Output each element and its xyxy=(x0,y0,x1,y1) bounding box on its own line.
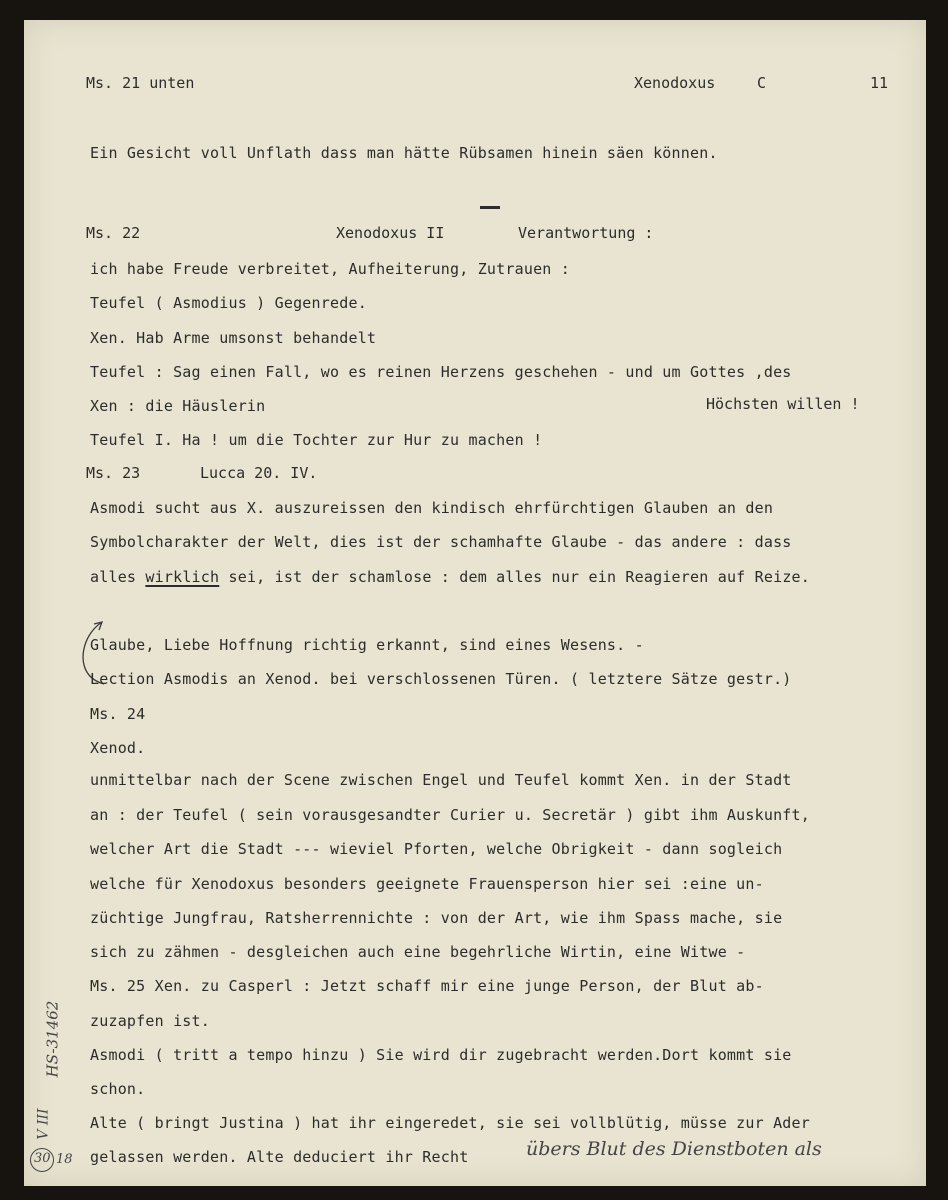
text-line: sich zu zähmen - desgleichen auch eine begehrliche Wirtin, eine Witwe - xyxy=(90,943,746,961)
archive-signature: HS-31462 xyxy=(43,1000,62,1078)
page-number: 11 xyxy=(870,74,889,92)
text-line: Glaube, Liebe Hoffnung richtig erkannt, sind eines Wesens. - xyxy=(90,636,644,654)
section-heading: Verantwortung : xyxy=(518,224,654,242)
archive-roman-numeral: V III xyxy=(35,1108,52,1140)
text-line: züchtige Jungfrau, Ratsherrennichte : von der Art, wie ihm Spass mache, sie xyxy=(90,909,783,927)
text-line: Symbolcharakter der Welt, dies ist der schamhafte Glaube - das andere : dass xyxy=(90,533,792,551)
underlined-word: wirklich xyxy=(145,568,220,586)
archive-circled-number xyxy=(30,1148,54,1172)
text-line: Teufel I. Ha ! um die Tochter zur Hur zu machen ! xyxy=(90,431,543,449)
text-line: an : der Teufel ( sein vorausgesandter Curier u. Secretär ) gibt ihm Auskunft, xyxy=(90,806,810,824)
header-ms-ref: Ms. 21 unten xyxy=(86,74,195,92)
text-line: Teufel : Sag einen Fall, wo es reinen Herzens geschehen - und um Gottes ,des xyxy=(90,363,792,381)
ms-ref: Ms. 23 xyxy=(86,464,141,482)
text-line: zuzapfen ist. xyxy=(90,1012,210,1030)
text-line: Xen : die Häuslerin xyxy=(90,397,266,415)
text-line: unmittelbar nach der Scene zwischen Engel und Teufel kommt Xen. in der Stadt xyxy=(90,771,792,789)
text-line: schon. xyxy=(90,1080,146,1098)
text-line: Asmodi ( tritt a tempo hinzu ) Sie wird dir zugebracht werden.Dort kommt sie xyxy=(90,1046,792,1064)
document-page xyxy=(24,20,926,1186)
text-line: Ms. 25 Xen. zu Casperl : Jetzt schaff mir eine junge Person, der Blut ab- xyxy=(90,977,764,995)
text-line: ich habe Freude verbreitet, Aufheiterung, Zutrauen : xyxy=(90,260,570,278)
text-line: gelassen werden. Alte deduciert ihr Recht xyxy=(90,1148,469,1166)
text-continuation: Höchsten willen ! xyxy=(706,395,860,413)
place-date: Lucca 20. IV. xyxy=(200,464,318,482)
archive-number: 18 xyxy=(56,1152,73,1167)
section-title: Xenodoxus II xyxy=(336,224,445,242)
text-line: Teufel ( Asmodius ) Gegenrede. xyxy=(90,294,367,312)
text-line: Alte ( bringt Justina ) hat ihr eingeredet, sie sei vollblütig, müsse zur Ader xyxy=(90,1114,810,1132)
text-line: Lection Asmodis an Xenod. bei verschlossenen Türen. ( letztere Sätze gestr.) xyxy=(90,670,792,688)
text-line: Xenod. xyxy=(90,739,146,757)
text-line: Ms. 24 xyxy=(90,705,146,723)
text-line: Ein Gesicht voll Unflath dass man hätte Rübsamen hinein säen können. xyxy=(90,144,718,162)
text-line xyxy=(90,568,810,586)
circled-number-text: 30 xyxy=(34,1151,51,1166)
separator-dash xyxy=(480,206,500,209)
text-line: welcher Art die Stadt --- wieviel Pforten, welche Obrigkeit - dann sogleich xyxy=(90,840,783,858)
text-segment: sei, ist der schamlose : dem alles nur ein Reagieren auf Reize. xyxy=(219,568,811,586)
text-line: Xen. Hab Arme umsonst behandelt xyxy=(90,329,377,347)
header-section: C xyxy=(757,74,767,92)
text-line: welche für Xenodoxus besonders geeignete Frauensperson hier sei :eine un- xyxy=(90,875,764,893)
text-segment: alles xyxy=(90,568,146,586)
text-line: Asmodi sucht aus X. auszureissen den kindisch ehrfürchtigen Glauben an den xyxy=(90,499,774,517)
handwritten-annotation: übers Blut des Dienstboten als xyxy=(526,1138,822,1160)
header-title: Xenodoxus xyxy=(634,74,716,92)
ms-ref: Ms. 22 xyxy=(86,224,141,242)
